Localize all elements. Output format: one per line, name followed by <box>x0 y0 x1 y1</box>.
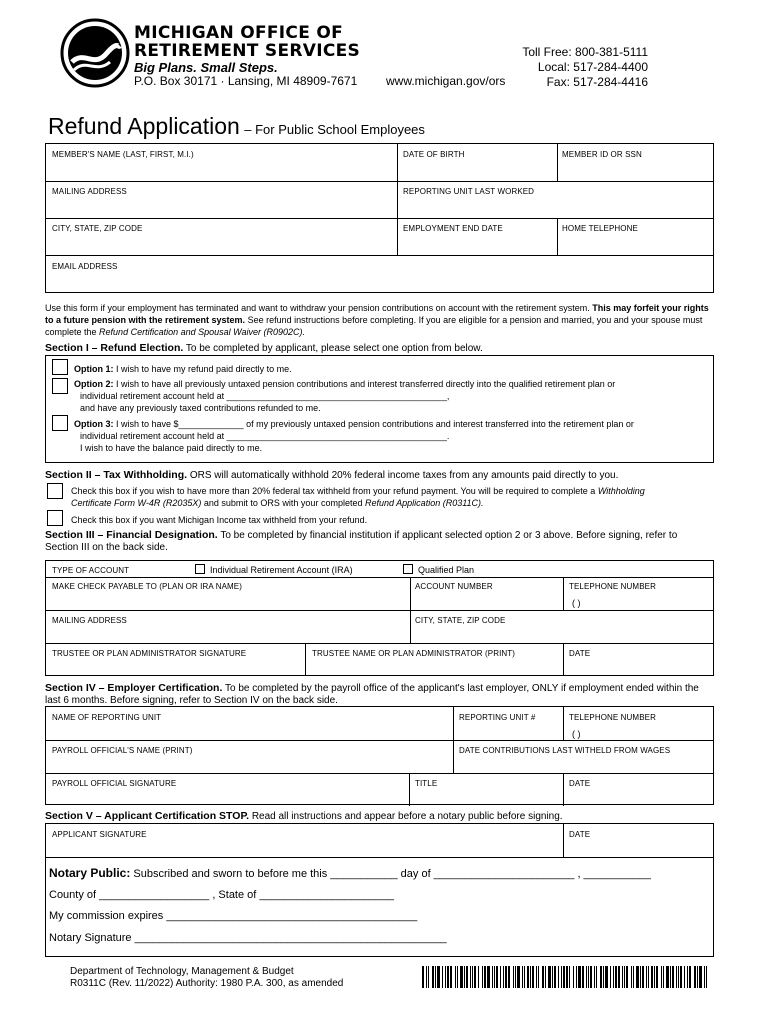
form-title-row <box>48 113 425 140</box>
barcode-bar <box>536 966 537 988</box>
barcode-bar <box>527 966 529 988</box>
barcode-bar <box>482 966 483 988</box>
notary-subscribed-text[interactable]: Subscribed and sworn to before me this ___________ day of _______________________ , ___________ <box>133 868 651 880</box>
barcode-bar <box>631 966 632 988</box>
barcode-bar <box>487 966 490 988</box>
section5-instructions: Read all instructions and appear before a notary public before signing. <box>251 811 563 822</box>
local-number: 517-284-4400 <box>573 60 648 74</box>
section2-heading-row <box>45 469 618 481</box>
section4-heading-row <box>45 682 725 707</box>
option2-text <box>74 378 710 414</box>
payable-to-field[interactable]: MAKE CHECK PAYABLE TO (PLAN OR IRA NAME) <box>52 582 242 591</box>
barcode-bar <box>670 966 671 988</box>
barcode-bar <box>663 966 664 988</box>
w4r-form-ref: Certificate Form W-4R (R2035X) <box>71 498 202 508</box>
fax-label: Fax: <box>546 75 570 89</box>
notary-label: Notary Public: <box>49 866 131 880</box>
barcode-bar <box>561 966 562 988</box>
email-field[interactable]: EMAIL ADDRESS <box>52 262 118 271</box>
barcode-bar <box>636 966 639 988</box>
applicant-date-field[interactable]: DATE <box>569 830 591 839</box>
barcode-bar <box>532 966 534 988</box>
barcode-bar <box>545 966 546 988</box>
ors-logo <box>60 18 130 88</box>
notary-signature-line[interactable]: Notary Signature ___________________________________________________ <box>49 932 447 944</box>
barcode-bar <box>594 966 595 988</box>
ira-checkbox[interactable] <box>195 564 205 574</box>
barcode-bar <box>508 966 510 988</box>
member-id-field[interactable]: MEMBER ID OR SSN <box>562 150 642 159</box>
local-label: Local: <box>537 60 570 74</box>
section1-box <box>45 355 714 463</box>
tagline: Big Plans. Small Steps. <box>134 60 278 75</box>
barcode-bar <box>464 966 465 988</box>
barcode-bar <box>582 966 584 988</box>
barcode-bar <box>654 966 655 988</box>
barcode-bar <box>515 966 516 988</box>
barcode-bar <box>478 966 479 988</box>
option1-desc: I wish to have my refund paid directly to me. <box>116 364 292 374</box>
barcode-bar <box>472 966 473 988</box>
barcode-bar <box>450 966 452 988</box>
barcode-bar <box>517 966 520 988</box>
barcode-bar <box>484 966 486 988</box>
toll-free-number: 800-381-5111 <box>575 45 648 59</box>
option2-checkbox[interactable] <box>52 378 68 394</box>
form-subtitle: – For Public School Employees <box>244 122 425 137</box>
payroll-date-field[interactable]: DATE <box>569 779 591 788</box>
intro-warning: This may forfeit your rights to a future pension with the retirement system. <box>45 303 709 325</box>
employment-end-date-field[interactable]: EMPLOYMENT END DATE <box>403 224 503 233</box>
barcode-bar <box>633 966 634 988</box>
section3-instructions: To be completed by financial institution if applicant selected option 2 or 3 above. Before signing, refer to <box>220 530 678 541</box>
section1-instructions: To be completed by applicant, please select one option from below. <box>185 343 483 354</box>
barcode-bar <box>492 966 493 988</box>
section2-heading: Section II – Tax Withholding. <box>45 469 188 481</box>
barcode-bar <box>558 966 559 988</box>
barcode-bar <box>600 966 602 988</box>
dob-field[interactable]: DATE OF BIRTH <box>403 150 465 159</box>
barcode-bar <box>496 966 498 988</box>
fi-telephone-paren: ( ) <box>572 598 581 608</box>
barcode-bar <box>706 966 707 988</box>
option3-text <box>74 418 710 454</box>
form-title: Refund Application <box>48 113 240 139</box>
section4-instructions-2: last 6 months. Before signing, refer to Section IV on the back side. <box>45 695 338 706</box>
barcode-bar <box>500 966 501 988</box>
michigan-tax-text: Check this box if you want Michigan Income tax withheld from your refund. <box>71 515 368 525</box>
barcode-bar <box>684 966 685 988</box>
barcode-bar <box>648 966 649 988</box>
barcode-bar <box>618 966 620 988</box>
barcode-bar <box>548 966 551 988</box>
section5-heading-row <box>45 810 563 822</box>
option3-checkbox[interactable] <box>52 415 68 431</box>
barcode-bar <box>563 966 565 988</box>
trustee-signature-field[interactable]: TRUSTEE OR PLAN ADMINISTRATOR SIGNATURE <box>52 649 247 658</box>
toll-free-label: Toll Free: <box>522 45 572 59</box>
barcode-bar <box>605 966 608 988</box>
barcode-bar <box>552 966 553 988</box>
employer-telephone-field[interactable]: TELEPHONE NUMBER <box>569 713 656 722</box>
option3-label: Option 3: <box>74 419 114 429</box>
barcode-bar <box>505 966 507 988</box>
section5-box <box>45 823 714 957</box>
section5-heading: Section V – Applicant Certification STOP. <box>45 810 250 822</box>
barcode-bar <box>642 966 644 988</box>
employer-telephone-paren: ( ) <box>572 729 581 739</box>
notary-county-line[interactable]: County of __________________ , State of ______________________ <box>49 889 394 901</box>
footer-dept: Department of Technology, Management & Budget <box>70 966 294 977</box>
notary-commission-line[interactable]: My commission expires _________________________________________ <box>49 910 418 922</box>
barcode-bar <box>680 966 682 988</box>
section4-box <box>45 706 714 805</box>
federal-withholding-text <box>71 485 719 509</box>
section3-instructions-2: Section III on the back side. <box>45 542 168 553</box>
section4-heading: Section IV – Employer Certification. <box>45 682 223 694</box>
barcode-bar <box>656 966 658 988</box>
barcode-bar <box>687 966 688 988</box>
option1-text <box>74 363 710 375</box>
barcode-bar <box>447 966 449 988</box>
footer-form-number: R0311C (Rev. 11/2022) Authority: 1980 P.A. 300, as amended <box>70 978 344 989</box>
fax-number: 517-284-4416 <box>573 75 648 89</box>
barcode-bar <box>615 966 617 988</box>
contact-block <box>480 45 648 90</box>
trustee-name-field[interactable]: TRUSTEE NAME OR PLAN ADMINISTRATOR (PRINT) <box>312 649 516 658</box>
website: www.michigan.gov/ors <box>386 74 506 88</box>
barcode-bar <box>566 966 568 988</box>
barcode-bar <box>437 966 440 988</box>
section3-box <box>45 560 714 676</box>
qualified-plan-label: Qualified Plan <box>418 565 475 575</box>
barcode-bar <box>494 966 495 988</box>
barcode-bar <box>603 966 604 988</box>
barcode-bar <box>666 966 669 988</box>
barcode <box>422 966 710 988</box>
intro-paragraph <box>45 302 717 338</box>
barcode-bar <box>613 966 614 988</box>
barcode-bar <box>503 966 504 988</box>
home-telephone-field[interactable]: HOME TELEPHONE <box>562 224 638 233</box>
account-type-label: TYPE OF ACCOUNT <box>52 566 130 575</box>
barcode-bar <box>522 966 523 988</box>
payroll-official-title-field[interactable]: TITLE <box>415 779 438 788</box>
date-last-withheld-field[interactable]: DATE CONTRIBUTIONS LAST WITHELD FROM WAGES <box>459 746 671 755</box>
barcode-bar <box>426 966 427 988</box>
option1-label: Option 1: <box>74 364 114 374</box>
intro-text: Use this form if your employment has terminated and want to withdraw your pension contributions on account with the retirement system. <box>45 303 590 313</box>
federal-withholding-checkbox[interactable] <box>47 483 63 499</box>
payroll-official-name-field[interactable]: PAYROLL OFFICIAL'S NAME (PRINT) <box>52 746 193 755</box>
barcode-bar <box>704 966 705 988</box>
barcode-bar <box>586 966 587 988</box>
w4r-ref: Withholding <box>597 486 645 496</box>
org-name-line2: RETIREMENT SERVICES <box>134 41 361 61</box>
barcode-bar <box>661 966 662 988</box>
barcode-bar <box>457 966 458 988</box>
barcode-bar <box>513 966 514 988</box>
section3-heading: Section III – Financial Designation. <box>45 529 218 541</box>
barcode-bar <box>576 966 577 988</box>
fi-mailing-address-field[interactable]: MAILING ADDRESS <box>52 616 127 625</box>
michigan-tax-checkbox[interactable] <box>47 510 63 526</box>
section4-instructions: To be completed by the payroll office of the applicant's last employer, ONLY if employment ended within the <box>225 683 699 694</box>
barcode-bar <box>676 966 677 988</box>
barcode-bar <box>524 966 525 988</box>
barcode-bar <box>474 966 476 988</box>
org-name-line1: MICHIGAN OFFICE OF <box>134 23 344 43</box>
barcode-bar <box>542 966 544 988</box>
barcode-bar <box>538 966 539 988</box>
barcode-bar <box>530 966 531 988</box>
barcode-bar <box>596 966 597 988</box>
barcode-bar <box>699 966 702 988</box>
barcode-bar <box>622 966 623 988</box>
intro-text-rest: See refund instructions before completing. If you are eligible for a pension and married, you and your spouse must complete the <box>45 315 703 337</box>
barcode-bar <box>442 966 443 988</box>
barcode-bar <box>573 966 574 988</box>
member-info-box <box>45 143 714 293</box>
applicant-signature-field[interactable]: APPLICANT SIGNATURE <box>52 830 147 839</box>
barcode-bar <box>445 966 446 988</box>
mailing-address: P.O. Box 30171 · Lansing, MI 48909-7671 <box>134 74 358 88</box>
barcode-bar <box>646 966 647 988</box>
fi-city-state-zip-field[interactable]: CITY, STATE, ZIP CODE <box>415 616 506 625</box>
member-name-field[interactable]: MEMBER'S NAME (LAST, FIRST, M.I.) <box>52 150 194 159</box>
reporting-unit-name-field[interactable]: NAME OF REPORTING UNIT <box>52 713 162 722</box>
barcode-bar <box>435 966 436 988</box>
barcode-bar <box>610 966 611 988</box>
payroll-official-signature-field[interactable]: PAYROLL OFFICIAL SIGNATURE <box>52 779 177 788</box>
barcode-bar <box>428 966 429 988</box>
federal-withholding-desc: Check this box if you wish to have more than 20% federal tax withheld from your refund payment. You will be required to complete a <box>71 486 596 496</box>
w4r-submit-text: and submit to ORS with your completed <box>203 498 363 508</box>
barcode-bar <box>455 966 456 988</box>
option3-desc: I wish to have $_____________ of my previously untaxed pension contributions and interest transferred into the retirement plan or <box>116 419 634 429</box>
notary-subscribed-line <box>49 866 709 880</box>
barcode-bar <box>460 966 463 988</box>
logo-icon <box>60 18 130 88</box>
intro-form-ref: Refund Certification and Spousal Waiver (R0902C). <box>99 327 305 337</box>
qualified-plan-checkbox[interactable] <box>403 564 413 574</box>
option2-taxed-line: and have any previously taxed contributions refunded to me. <box>80 403 321 413</box>
mailing-address-field[interactable]: MAILING ADDRESS <box>52 187 127 196</box>
barcode-bar <box>626 966 628 988</box>
barcode-bar <box>651 966 653 988</box>
barcode-bar <box>694 966 696 988</box>
barcode-bar <box>640 966 641 988</box>
section2-instructions: ORS will automatically withhold 20% federal income taxes from any amounts paid directly to you. <box>189 470 619 481</box>
barcode-bar <box>578 966 581 988</box>
option1-checkbox[interactable] <box>52 359 68 375</box>
barcode-bar <box>466 966 468 988</box>
reporting-unit-field[interactable]: REPORTING UNIT LAST WORKED <box>403 187 535 196</box>
section1-heading: Section I – Refund Election. <box>45 342 184 354</box>
barcode-bar <box>569 966 570 988</box>
barcode-bar <box>689 966 691 988</box>
account-number-field[interactable]: ACCOUNT NUMBER <box>415 582 493 591</box>
city-state-zip-field[interactable]: CITY, STATE, ZIP CODE <box>52 224 143 233</box>
barcode-bar <box>590 966 592 988</box>
barcode-bar <box>432 966 434 988</box>
ira-label: Individual Retirement Account (IRA) <box>210 565 353 575</box>
option3-balance-line: I wish to have the balance paid directly to me. <box>80 443 263 453</box>
barcode-bar <box>697 966 698 988</box>
barcode-bar <box>588 966 589 988</box>
section3-heading-row <box>45 529 725 554</box>
fi-telephone-field[interactable]: TELEPHONE NUMBER <box>569 582 656 591</box>
barcode-bar <box>624 966 625 988</box>
barcode-bar <box>554 966 556 988</box>
footer-text <box>70 966 343 990</box>
option3-account-line: individual retirement account held at ____________________________________________. <box>80 431 450 441</box>
barcode-bar <box>470 966 471 988</box>
section1-heading-row <box>45 342 483 354</box>
barcode-bar <box>672 966 674 988</box>
barcode-bar <box>678 966 679 988</box>
option2-account-line: individual retirement account held at ____________________________________________, <box>80 391 450 401</box>
option2-label: Option 2: <box>74 379 114 389</box>
trustee-date-field[interactable]: DATE <box>569 649 591 658</box>
option2-desc: I wish to have all previously untaxed pension contributions and interest transferred directly into the qualified retirement plan or <box>116 379 616 389</box>
reporting-unit-number-field[interactable]: REPORTING UNIT # <box>459 713 536 722</box>
barcode-bar <box>422 966 424 988</box>
refund-app-ref: Refund Application (R0311C). <box>364 498 484 508</box>
